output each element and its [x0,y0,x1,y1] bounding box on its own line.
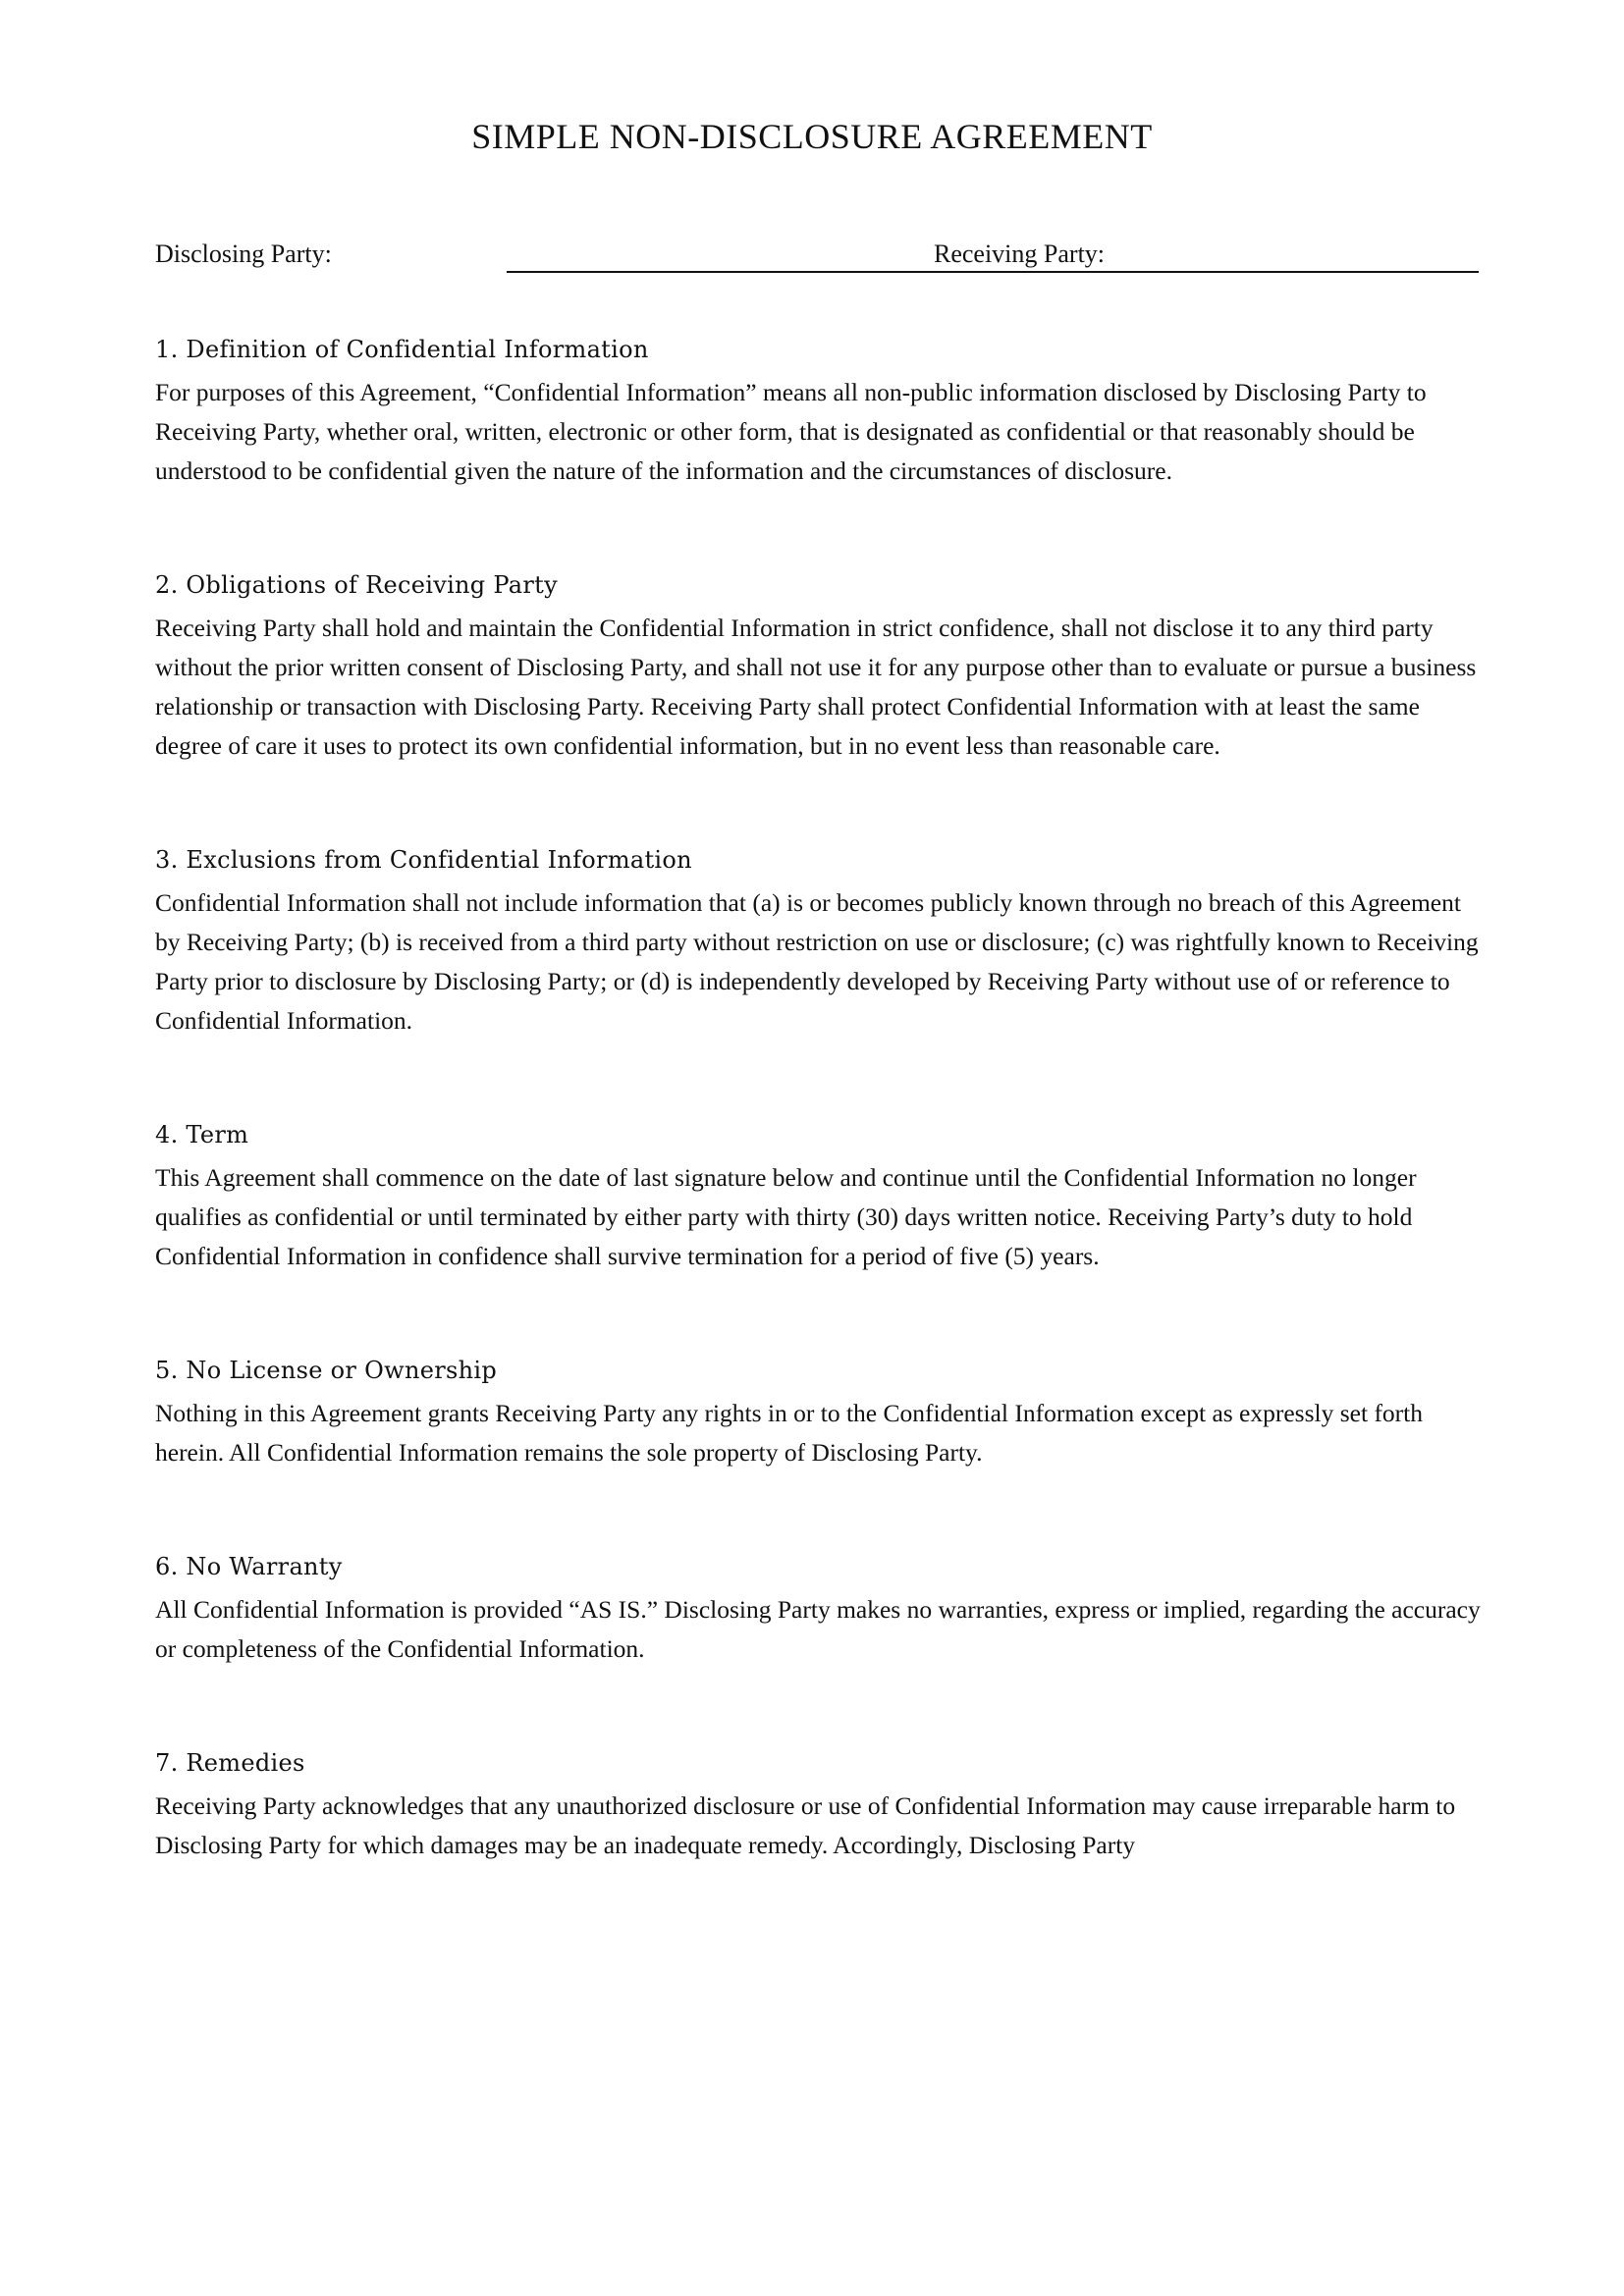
receiving-party-label: Receiving Party: [934,240,1106,268]
section-heading: 1. Definition of Confidential Information [155,336,649,363]
section-heading: 4. Term [155,1121,249,1148]
party-fields [155,236,1479,275]
section-exclusions [155,840,1481,1041]
section-remedies [155,1743,1481,1865]
party-signature-line[interactable] [507,271,1479,273]
section-heading: 5. No License or Ownership [155,1357,497,1384]
section-body: Receiving Party acknowledges that any unauthorized disclosure or use of Confidential Information may cause irreparable harm to Disclosing Party for which damages may be an inadequate remedy. Accordingly, Disclosing Party [155,1791,1456,1859]
disclosing-party-label: Disclosing Party: [155,240,332,268]
section-term [155,1115,1481,1276]
section-body: Receiving Party shall hold and maintain the Confidential Information in strict confidence, shall not disclose it to any third party without the prior written consent of Disclosing Party, and shall not use it for any purpose other than to evaluate or pursue a business relationship or transaction with Disclosing Party. Receiving Party shall protect Confidential Information with at least the same degree of care it uses to protect its own confidential information, but in no event less than reasonable care. [155,614,1477,760]
section-heading: 7. Remedies [155,1749,305,1777]
section-body: Nothing in this Agreement grants Receiving Party any rights in or to the Confidential Information except as expressly set forth herein. All Confidential Information remains the sole property of Disclosing Party. [155,1399,1424,1467]
section-body: This Agreement shall commence on the date of last signature below and continue until the Confidential Information no longer qualifies as confidential or until terminated by either party with thirty (30) days written notice. Receiving Party’s duty to hold Confidential Information in confidence shall survive termination for a period of five (5) years. [155,1163,1417,1270]
section-warranty [155,1547,1481,1669]
section-body: All Confidential Information is provided “AS IS.” Disclosing Party makes no warranties, express or implied, regarding the accuracy or completeness of the Confidential Information. [155,1595,1481,1663]
section-heading: 3. Exclusions from Confidential Information [155,846,692,874]
section-body: Confidential Information shall not include information that (a) is or becomes publicly known through no breach of this Agreement by Receiving Party; (b) is received from a third party without restriction on use or disclosure; (c) was rightfully known to Receiving Party prior to disclosure by Disclosing Party; or (d) is independently developed by Receiving Party without use of or reference to Confidential Information. [155,888,1479,1035]
agreement-sections [155,330,1481,1940]
section-obligations [155,565,1481,766]
section-license-ownership [155,1351,1481,1472]
section-heading: 6. No Warranty [155,1553,343,1580]
section-heading: 2. Obligations of Receiving Party [155,571,558,599]
document-title: SIMPLE NON-DISCLOSURE AGREEMENT [471,117,1153,156]
section-body: For purposes of this Agreement, “Confidential Information” means all non-public information disclosed by Disclosing Party to Receiving Party, whether oral, written, electronic or other form, that is designated as confidential or that reasonably should be understood to be confidential given the nature of the information and the circumstances of disclosure. [155,378,1427,485]
section-definition [155,330,1481,491]
